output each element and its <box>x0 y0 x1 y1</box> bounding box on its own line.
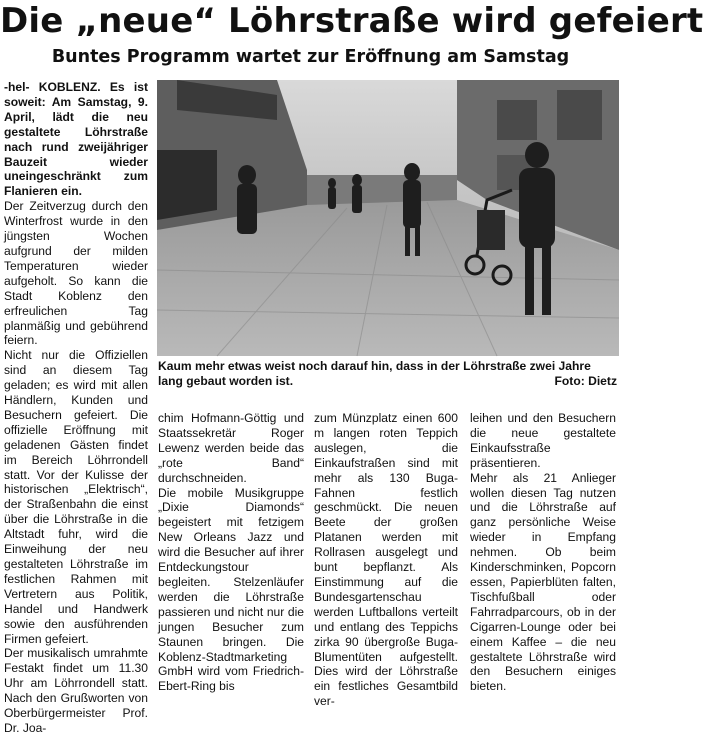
photo-credit: Foto: Dietz <box>554 374 617 388</box>
article-paragraph: Der Zeitverzug durch den Winterfrost wurde in den jüngsten Wochen aufgrund der milden Temperaturen wieder aufgeholt. So kann die Stadt Koblenz den erfreulichen Tag planmäßig und gebührend feiern. <box>4 199 148 348</box>
headline: Die „neue“ Löhrstraße wird gefeiert <box>0 1 703 41</box>
article-intro: -hel- KOBLENZ. Es ist soweit: Am Samstag, 9. April, lädt die neu gestaltete Löhrstraße nach rund zweijähriger Bauzeit wieder uneingeschränkt zum Flanieren ein. <box>4 80 148 199</box>
article-column-1 <box>4 80 148 735</box>
photo-caption: Kaum mehr etwas weist noch darauf hin, dass in der Löhrstraße zwei Jahre lang gebaut worden ist. <box>158 359 591 388</box>
street-photo <box>157 80 619 356</box>
street-photo-image <box>157 80 619 356</box>
article-paragraph: Die mobile Musikgruppe „Dixie Diamonds“ begeistert mit fetzigem New Orleans Jazz und wird die Besucher auf ihrer Entdeckungstour begleiten. Stelzenläufer werden die Löhrstraße passieren und nicht nur die jungen Besucher zum Staunen bringen. Die Koblenz-Stadtmarketing GmbH wird vom Friedrich-Ebert-Ring bis <box>158 485 304 694</box>
subheadline: Buntes Programm wartet zur Eröffnung am Samstag <box>51 47 570 67</box>
article-paragraph: Der musikalisch umrahmte Festakt findet um 11.30 Uhr am Löhrrondell statt. Nach den Grußworten von Oberbürgermeister Prof. Dr. Joa- <box>4 646 148 735</box>
article-paragraph: Nicht nur die Offiziellen sind an diesem Tag geladen; es wird mit allen Händlern, Kunden und Besuchern gefeiert. Die offizielle Eröffnung mit geladenen Gästen findet im Bereich Löhrrondell statt. Vor der Kulisse der historischen „Elektrisch“, der Straßenbahn die einst über die Löhrstraße in die Altstadt fuhr, wird die Einweihung der neu gestalteten Löhrstraße im festlichen Rahmen mit Vertretern aus Politik, Handel und Handwerk sowie den ausführenden Firmen gefeiert. <box>4 348 148 646</box>
article-paragraph: zum Münzplatz einen 600 m langen roten Teppich auslegen, die Einkaufstraßen sind mit mehr als 130 Buga-Fahnen festlich geschmückt. Die neuen Beete der großen Platanen werden mit Rollrasen ausgelegt und bunt bepflanzt. Als Einstimmung auf die Bundesgartenschau werden Luftballons verteilt und entlang des Teppichs zirka 90 übergroße Buga-Blumentüten aufgestellt. Dies wird der Löhrstraße ein festliches Gesamtbild ver- <box>314 411 458 709</box>
article-column-4 <box>470 411 616 694</box>
article-column-2 <box>158 411 304 694</box>
article-column-3 <box>314 411 458 709</box>
article-paragraph: leihen und den Besuchern die neue gestaltete Einkaufsstraße präsentieren. <box>470 411 616 470</box>
article-paragraph: Mehr als 21 Anlieger wollen diesen Tag nutzen und die Löhrstraße auf ganz persönliche Weise wieder in Empfang nehmen. Ob beim Kinderschminken, Popcorn essen, Papierblüten falten, Tischfußball oder Fahrradparcours, ob in der Cigarren-Lounge oder bei einem Kaffee – die neu gestaltete Löhrstraße wird den Besuchern einiges bieten. <box>470 470 616 694</box>
article-paragraph: chim Hofmann-Göttig und Staatssekretär Roger Lewenz werden beide das „rote Band“ durchschneiden. <box>158 411 304 485</box>
